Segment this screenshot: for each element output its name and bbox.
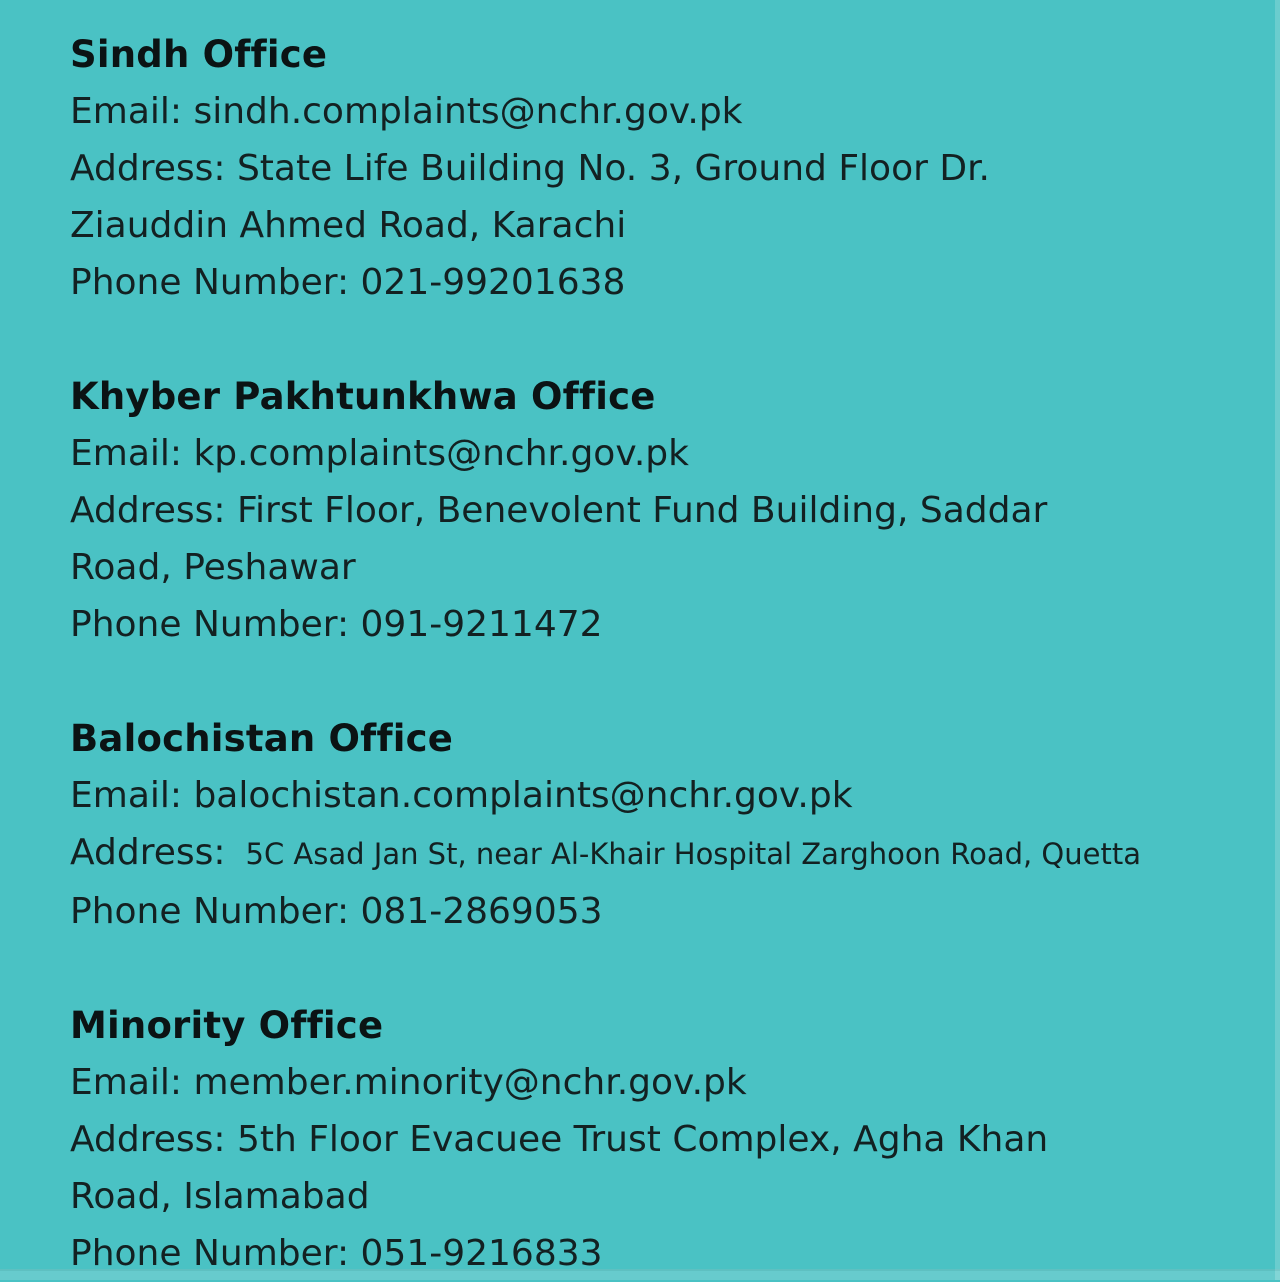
- right-edge-highlight: [1275, 0, 1280, 1280]
- office-title: Balochistan Office: [70, 717, 454, 760]
- office-address-line-2: Road, Peshawar: [70, 547, 356, 588]
- office-email: Email: kp.complaints@nchr.gov.pk: [70, 433, 689, 474]
- office-address-line-1: Address: 5th Floor Evacuee Trust Complex, Agha Khan: [70, 1119, 1049, 1160]
- office-email: Email: sindh.complaints@nchr.gov.pk: [70, 91, 743, 132]
- office-title: Sindh Office: [70, 33, 328, 76]
- office-phone: Phone Number: 091-9211472: [70, 604, 603, 645]
- office-address-line-1: Address: First Floor, Benevolent Fund Building, Saddar: [70, 490, 1048, 531]
- office-section-sindh: [70, 26, 1240, 311]
- office-section-minority: [70, 997, 1240, 1282]
- office-address-line-1: Address: State Life Building No. 3, Ground Floor Dr.: [70, 148, 991, 189]
- office-email: Email: member.minority@nchr.gov.pk: [70, 1062, 747, 1103]
- office-email: Email: balochistan.complaints@nchr.gov.pk: [70, 775, 853, 816]
- office-phone: Phone Number: 081-2869053: [70, 891, 603, 932]
- office-address-line-2: Ziauddin Ahmed Road, Karachi: [70, 205, 627, 246]
- office-phone: Phone Number: 051-9216833: [70, 1233, 603, 1274]
- bottom-edge-highlight: [0, 1269, 1280, 1280]
- office-phone: Phone Number: 021-99201638: [70, 262, 626, 303]
- office-title: Khyber Pakhtunkhwa Office: [70, 375, 656, 418]
- office-address: [70, 824, 1240, 883]
- office-address-line-2: Road, Islamabad: [70, 1176, 370, 1217]
- office-title: Minority Office: [70, 1004, 384, 1047]
- office-address-detail: 5C Asad Jan St, near Al-Khair Hospital Zarghoon Road, Quetta: [245, 837, 1141, 871]
- office-section-khyber-pakhtunkhwa: [70, 368, 1240, 653]
- office-section-balochistan: [70, 710, 1240, 940]
- office-address-label: Address:: [70, 832, 226, 873]
